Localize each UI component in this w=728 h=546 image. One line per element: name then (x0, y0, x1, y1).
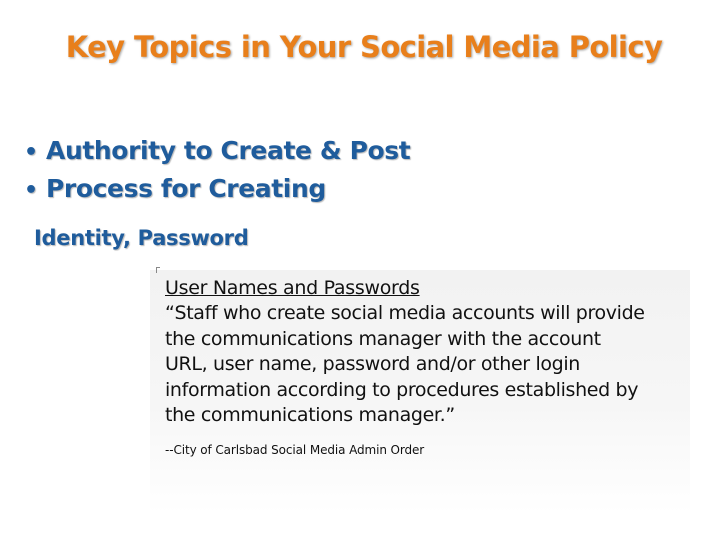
bullet-dot-icon: • (24, 178, 38, 203)
bullet-list (24, 136, 410, 212)
quote-text (165, 301, 685, 429)
bullet-dot-icon: • (24, 140, 38, 165)
bullet-label: Process for Creating (46, 174, 326, 203)
subheading: Identity, Password (34, 226, 249, 250)
quote-line: “Staff who create social media accounts will provide (165, 302, 645, 324)
quote-content (165, 276, 685, 457)
quote-line: information according to procedures established by (165, 378, 639, 401)
bullet-item-authority (24, 136, 410, 174)
quote-heading: User Names and Passwords (165, 277, 420, 299)
quote-line: the communications manager with the account (165, 327, 601, 350)
text-box-corner-icon (156, 267, 160, 273)
quote-line: URL, user name, password and/or other login (165, 353, 580, 375)
bullet-item-process (24, 174, 410, 212)
quote-attribution: --City of Carlsbad Social Media Admin Order (165, 442, 425, 457)
quote-line: the communications manager.” (165, 404, 455, 426)
bullet-label: Authority to Create & Post (46, 136, 411, 165)
slide-title: Key Topics in Your Social Media Policy (65, 30, 663, 64)
